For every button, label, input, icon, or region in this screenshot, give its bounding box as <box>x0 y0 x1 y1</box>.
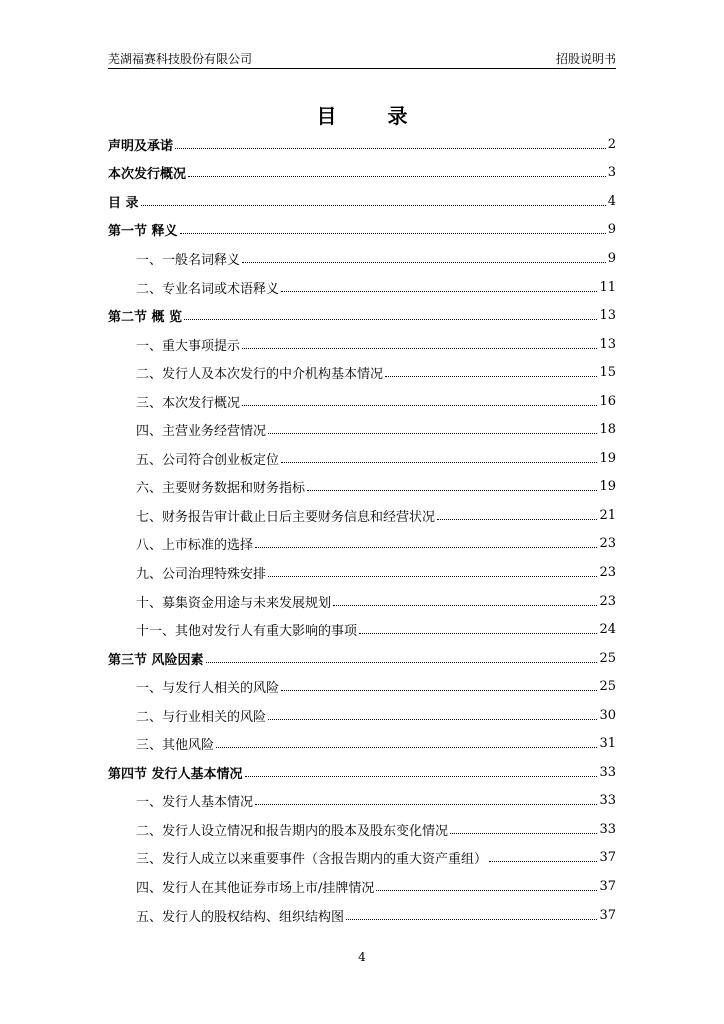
toc-page-number: 4 <box>607 193 616 209</box>
dot-leader <box>376 890 597 891</box>
toc-entry-title: 十一、其他对发行人有重大影响的事项 <box>136 624 358 640</box>
toc-entry-title: 二、发行人及本次发行的中介机构基本情况 <box>136 367 384 383</box>
toc-page-number: 2 <box>607 136 616 152</box>
toc-section-entry[interactable] <box>108 415 616 444</box>
toc-page-number: 30 <box>599 707 616 723</box>
toc-chapter-entry[interactable] <box>108 758 616 787</box>
toc-section-entry[interactable] <box>108 473 616 502</box>
toc-entry-title: 一、与发行人相关的风险 <box>136 681 280 697</box>
toc-page-number: 25 <box>599 650 616 666</box>
dot-leader <box>268 719 597 720</box>
dot-leader <box>359 633 597 634</box>
toc-entry-title: 二、发行人设立情况和报告期内的股本及股东变化情况 <box>136 823 449 839</box>
toc-section-entry[interactable] <box>108 587 616 616</box>
page-header <box>108 50 616 69</box>
toc-section-entry[interactable] <box>108 244 616 273</box>
toc-entry-title: 二、与行业相关的风险 <box>136 709 267 725</box>
toc-page-number: 13 <box>599 308 616 324</box>
toc-section-entry[interactable] <box>108 615 616 644</box>
toc-entry-title: 五、发行人的股权结构、组织结构图 <box>136 909 345 925</box>
dot-leader <box>281 462 597 463</box>
dot-leader <box>307 490 597 491</box>
toc-page-number: 33 <box>599 821 616 837</box>
toc-entry-title: 七、财务报告审计截止日后主要财务信息和经营状况 <box>136 509 436 525</box>
toc-section-entry[interactable] <box>108 558 616 587</box>
toc-page-number: 23 <box>599 536 616 552</box>
toc-section-entry[interactable] <box>108 530 616 559</box>
toc-entry-title: 本次发行概况 <box>108 167 187 183</box>
page-number: 4 <box>358 950 366 964</box>
toc-section-entry[interactable] <box>108 273 616 302</box>
toc-chapter-entry[interactable] <box>108 187 616 216</box>
toc-section-entry[interactable] <box>108 815 616 844</box>
toc-section-entry[interactable] <box>108 358 616 387</box>
toc-entry-title: 二、专业名词或术语释义 <box>136 281 280 297</box>
toc-entry-title: 第二节 概 览 <box>108 310 183 326</box>
toc-entry-title: 四、主营业务经营情况 <box>136 424 267 440</box>
toc-entry-title: 九、公司治理特殊安排 <box>136 566 267 582</box>
toc-page-number: 23 <box>599 593 616 609</box>
toc-entry-title: 第三节 风险因素 <box>108 652 204 668</box>
toc-page-number: 24 <box>599 622 616 638</box>
dot-leader <box>281 291 597 292</box>
toc-section-entry[interactable] <box>108 501 616 530</box>
dot-leader <box>216 747 597 748</box>
toc-entry-title: 五、公司符合创业板定位 <box>136 452 280 468</box>
toc-chapter-entry[interactable] <box>108 644 616 673</box>
toc-page-number: 11 <box>599 279 616 295</box>
toc-section-entry[interactable] <box>108 787 616 816</box>
dot-leader <box>268 433 597 434</box>
dot-leader <box>242 262 606 263</box>
dot-leader <box>385 376 597 377</box>
toc-page-number: 33 <box>599 793 616 809</box>
toc-entry-title: 六、主要财务数据和财务指标 <box>136 481 306 497</box>
toc-page-number: 37 <box>599 878 616 894</box>
toc-chapter-entry[interactable] <box>108 159 616 188</box>
company-name: 芜湖福赛科技股份有限公司 <box>108 52 253 66</box>
toc-page-number: 19 <box>599 479 616 495</box>
toc-page-number: 25 <box>599 679 616 695</box>
document-type: 招股说明书 <box>555 52 616 66</box>
table-of-contents <box>108 130 616 929</box>
dot-leader <box>188 176 606 177</box>
toc-entry-title: 第一节 释义 <box>108 224 178 240</box>
toc-entry-title: 目 录 <box>108 195 139 211</box>
toc-entry-title: 第四节 发行人基本情况 <box>108 766 243 782</box>
toc-entry-title: 三、其他风险 <box>136 738 215 754</box>
toc-page-number: 3 <box>607 165 616 181</box>
toc-page-number: 16 <box>599 393 616 409</box>
dot-leader <box>180 233 606 234</box>
toc-page-number: 37 <box>599 907 616 923</box>
toc-entry-title: 三、发行人成立以来重要事件（含报告期内的重大资产重组） <box>136 852 488 868</box>
toc-chapter-entry[interactable] <box>108 216 616 245</box>
toc-page-number: 23 <box>599 564 616 580</box>
toc-section-entry[interactable] <box>108 701 616 730</box>
toc-section-entry[interactable] <box>108 901 616 930</box>
dot-leader <box>333 605 597 606</box>
dot-leader <box>184 319 597 320</box>
toc-page-number: 37 <box>599 850 616 866</box>
dot-leader <box>141 205 606 206</box>
toc-section-entry[interactable] <box>108 444 616 473</box>
toc-entry-title: 声明及承诺 <box>108 138 174 154</box>
toc-section-entry[interactable] <box>108 872 616 901</box>
toc-page-number: 31 <box>599 736 616 752</box>
toc-entry-title: 十、募集资金用途与未来发展规划 <box>136 595 332 611</box>
dot-leader <box>175 148 606 149</box>
toc-entry-title: 四、发行人在其他证券市场上市/挂牌情况 <box>136 880 375 896</box>
dot-leader <box>245 776 598 777</box>
dot-leader <box>489 861 597 862</box>
toc-chapter-entry[interactable] <box>108 301 616 330</box>
dot-leader <box>346 919 597 920</box>
toc-page-number: 15 <box>599 365 616 381</box>
dot-leader <box>268 576 597 577</box>
toc-section-entry[interactable] <box>108 387 616 416</box>
toc-page-number: 9 <box>607 222 616 238</box>
toc-page-number: 21 <box>599 507 616 523</box>
toc-entry-title: 八、上市标准的选择 <box>136 538 254 554</box>
toc-entry-title: 一、一般名词释义 <box>136 252 241 268</box>
dot-leader <box>242 405 597 406</box>
toc-page-number: 9 <box>607 250 616 266</box>
toc-page-number: 18 <box>599 422 616 438</box>
toc-section-entry[interactable] <box>108 729 616 758</box>
dot-leader <box>242 348 597 349</box>
dot-leader <box>206 662 598 663</box>
toc-section-entry[interactable] <box>108 844 616 873</box>
toc-entry-title: 三、本次发行概况 <box>136 395 241 411</box>
dot-leader <box>255 547 597 548</box>
toc-entry-title: 一、重大事项提示 <box>136 338 241 354</box>
toc-page-number: 19 <box>599 450 616 466</box>
toc-page-number: 13 <box>599 336 616 352</box>
dot-leader <box>437 519 597 520</box>
page-title: 目 录 <box>316 104 430 128</box>
dot-leader <box>450 833 597 834</box>
dot-leader <box>255 804 597 805</box>
toc-section-entry[interactable] <box>108 330 616 359</box>
toc-section-entry[interactable] <box>108 672 616 701</box>
toc-entry-title: 一、发行人基本情况 <box>136 795 254 811</box>
dot-leader <box>281 690 597 691</box>
toc-page-number: 33 <box>599 764 616 780</box>
toc-chapter-entry[interactable] <box>108 130 616 159</box>
